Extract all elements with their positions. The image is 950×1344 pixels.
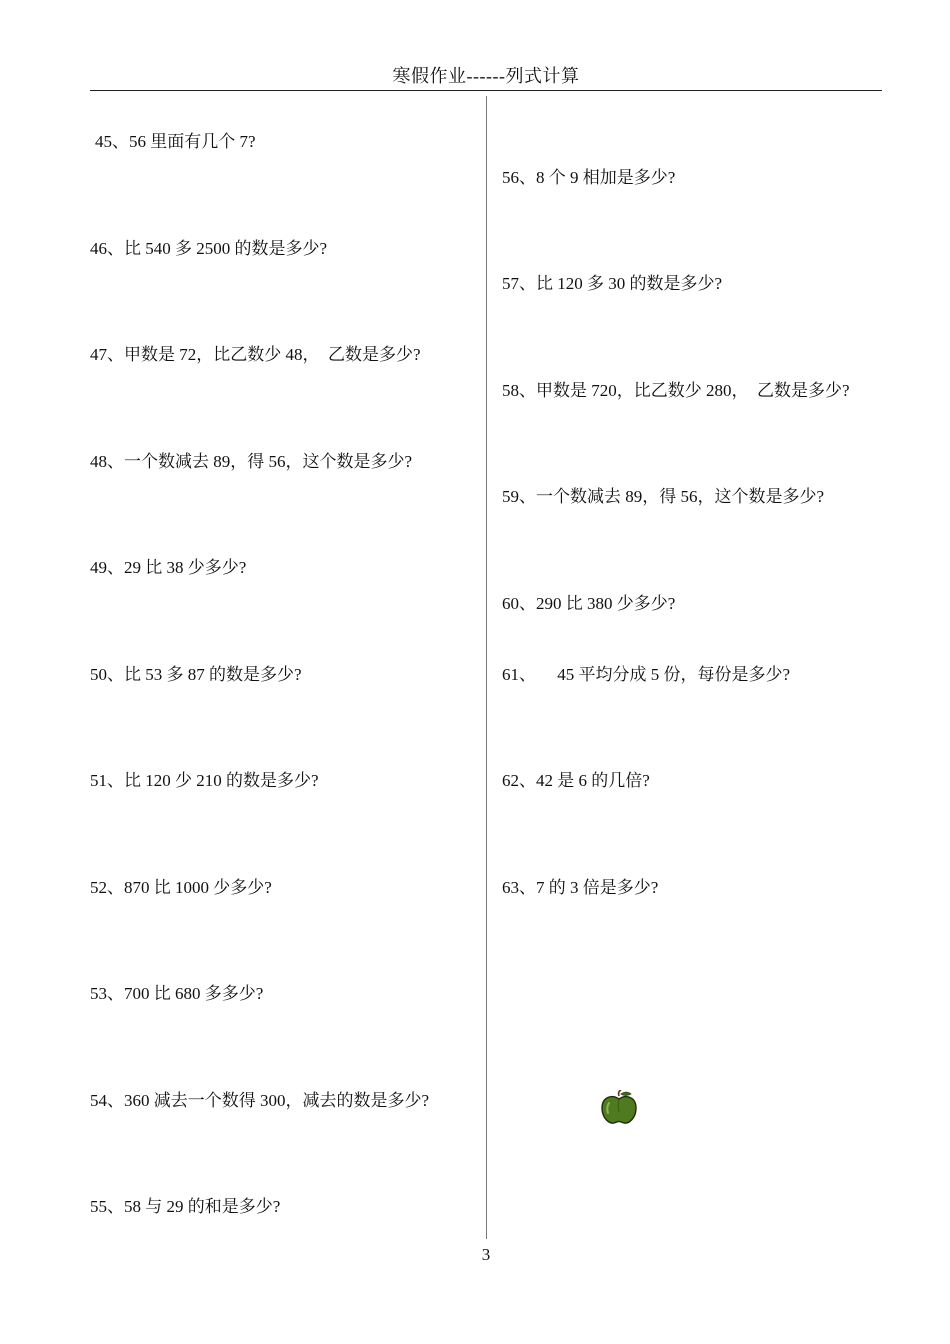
question-54: 54、360 减去一个数得 300，减去的数是多少?: [90, 1091, 430, 1110]
question-58: 58、甲数是 720，比乙数少 280， 乙数是多少?: [502, 381, 850, 400]
apple-icon: [600, 1090, 638, 1126]
question-48: 48、一个数减去 89，得 56，这个数是多少?: [90, 452, 413, 471]
question-50: 50、比 53 多 87 的数是多少?: [90, 665, 302, 684]
question-56: 56、8 个 9 相加是多少?: [502, 168, 676, 187]
question-59: 59、一个数减去 89，得 56，这个数是多少?: [502, 487, 825, 506]
question-57: 57、比 120 多 30 的数是多少?: [502, 274, 723, 293]
question-47: 47、甲数是 72，比乙数少 48， 乙数是多少?: [90, 345, 421, 364]
question-49: 49、29 比 38 少多少?: [90, 558, 247, 577]
question-46: 46、比 540 多 2500 的数是多少?: [90, 239, 328, 258]
column-divider: [486, 96, 487, 1239]
question-63: 63、7 的 3 倍是多少?: [502, 878, 659, 897]
question-53: 53、700 比 680 多多少?: [90, 984, 264, 1003]
page-header-title: 寒假作业------列式计算: [392, 66, 580, 86]
question-52: 52、870 比 1000 少多少?: [90, 878, 272, 897]
question-45: 45、56 里面有几个 7?: [95, 132, 256, 151]
question-51: 51、比 120 少 210 的数是多少?: [90, 771, 319, 790]
question-62: 62、42 是 6 的几倍?: [502, 771, 650, 790]
question-61: 61、 45 平均分成 5 份，每份是多少?: [502, 665, 791, 684]
page-number: 3: [481, 1245, 491, 1264]
header-rule: [90, 90, 882, 91]
question-55: 55、58 与 29 的和是多少?: [90, 1197, 281, 1216]
question-60: 60、290 比 380 少多少?: [502, 594, 676, 613]
